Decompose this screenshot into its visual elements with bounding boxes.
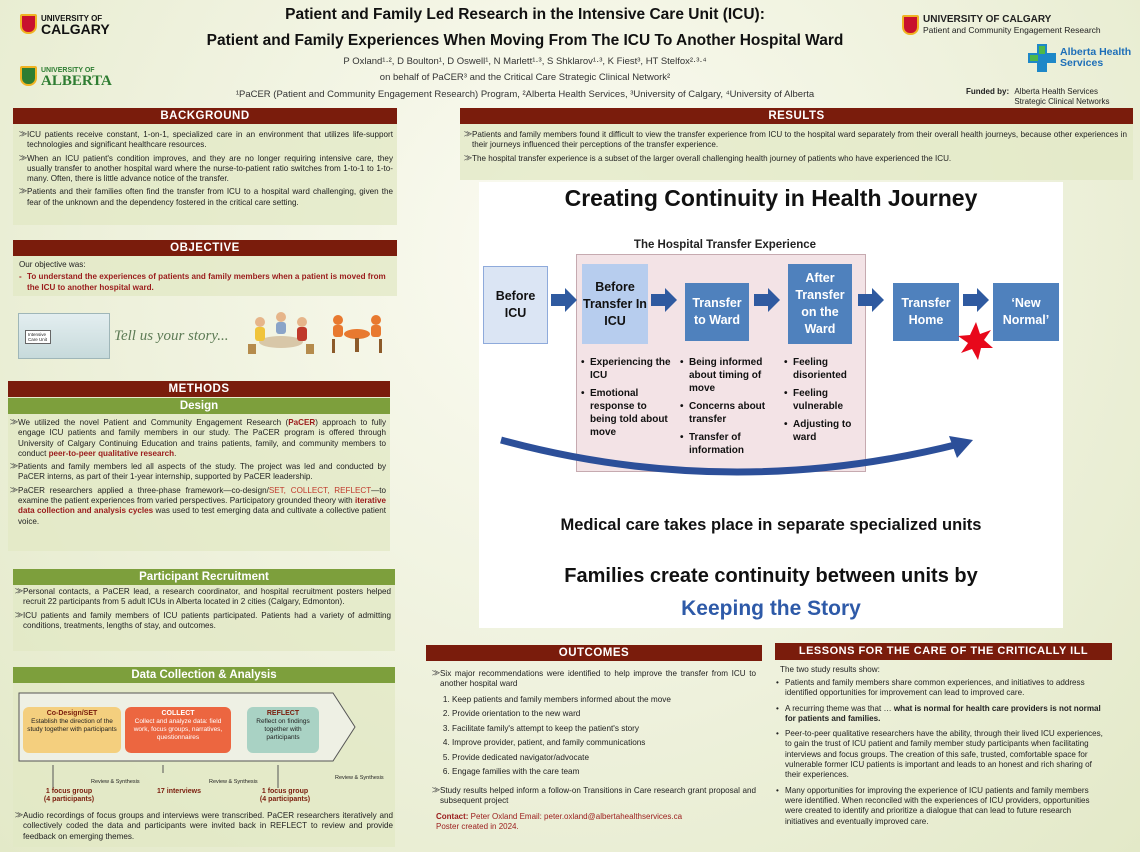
uc-pacer-line1: UNIVERSITY OF CALGARY — [923, 14, 1052, 25]
arrow-icon — [551, 288, 577, 312]
poster-created: Poster created in 2024. — [436, 822, 519, 832]
tell-us-story: Tell us your story... — [114, 328, 229, 344]
lesson-1: • Patients and family members share common experiences, and initiatives to address identified opportunities for improvement can lead to improved care. — [775, 678, 1106, 699]
results-bullet-1: ⨠ Patients and family members found it difficult to view the transfer experience from ICU to the hospital ward separately from their overall health journeys, because other experiences in their journeys influenced their perceptions of the transfer experience. — [464, 130, 1127, 151]
lesson-2: • A recurring theme was that … what is normal for health care providers is not normal for patients and families. — [775, 704, 1106, 725]
background-heading: BACKGROUND — [13, 108, 397, 124]
col2-item-3: • Transfer of information — [680, 431, 768, 457]
uc-shield-icon — [902, 15, 919, 35]
figure-title: Creating Continuity in Health Journey — [564, 185, 978, 211]
lesson-4: • Many opportunities for improving the experience of ICU patients and family members were identified. When reconciled with the experiences of ICU providers, opportunities were created to identify and prioritize a dialogue that can lead to future research initiatives and eventually improved care. — [775, 786, 1106, 827]
outcomes-section — [426, 645, 762, 849]
lessons-intro: The two study results show: — [780, 665, 880, 674]
recommendation-6: 6. Engage families with the care team — [452, 765, 762, 780]
stage-before-icu: Before ICU — [483, 266, 548, 344]
flow-arrows — [479, 182, 1063, 482]
col3-item-3: • Adjusting to ward — [784, 418, 864, 444]
arrow-icon — [963, 288, 989, 312]
recommendations-list — [426, 693, 762, 780]
background-bullet-1: ⨠ ICU patients receive constant, 1-on-1, specialized care in an environment that utilizes life-support technologies and significant healthcare resources. — [19, 130, 393, 151]
methods-bullet-2: ⨠ Patients and family members led all aspects of the study. The project was led and conducted by PaCER interns, as part of their 1-year internship, supported by PaCER leadership. — [10, 462, 386, 483]
stage-before-transfer: Before Transfer In ICU — [582, 264, 648, 344]
affiliations: ¹PaCER (Patient and Community Engagement Research) Program, ²Alberta Health Services, ³University of Calgary, ⁴University of Alberta — [235, 89, 815, 100]
uc-pacer-line2: Patient and Community Engagement Research — [923, 25, 1101, 35]
funded-by — [966, 87, 1109, 107]
title-line-1: Patient and Family Led Research in the Intensive Care Unit (ICU): — [285, 6, 765, 23]
data-collection-heading: Data Collection & Analysis — [13, 667, 395, 683]
background-bullet-3: ⨠ Patients and their families often find the transfer from ICU to a hospital ward challenging, given the fear of the unknown and the dependency fostered in the critical care setting. — [19, 187, 393, 208]
recommendation-5: 5. Provide dedicated navigator/advocate — [452, 751, 762, 766]
count-reflect: 1 focus group (4 participants) — [259, 788, 311, 803]
ahs-logo — [1028, 44, 1131, 72]
phase-collect: COLLECT Collect and analyze data: field work, focus groups, narratives, questionnaires — [125, 707, 231, 753]
lessons-heading: LESSONS FOR THE CARE OF THE CRITICALLY ILL — [775, 643, 1112, 660]
figure-subtitle: The Hospital Transfer Experience — [633, 239, 817, 251]
figure-line-3: Keeping the Story — [681, 597, 861, 620]
stage-after-transfer: After Transfer on the Ward — [788, 264, 852, 344]
outcomes-after: ⨠ Study results helped inform a follow-on Transitions in Care research grant proposal and subsequent project — [432, 786, 756, 807]
uc-logo-line1: UNIVERSITY OF — [41, 14, 103, 23]
col2-item-2: • Concerns about transfer — [680, 400, 768, 426]
funded-line1: Alberta Health Services — [1014, 87, 1098, 96]
count-set: 1 focus group (4 participants) — [43, 788, 95, 803]
uc-shield-icon — [20, 14, 37, 34]
ua-crest-icon — [20, 66, 37, 86]
icu-door-image — [18, 313, 110, 359]
recommendation-3: 3. Facilitate family's attempt to keep the patient's story — [452, 722, 762, 737]
contact-line: Contact: Peter Oxland Email: peter.oxland@albertahealthservices.ca Poster created in 2024. — [426, 812, 762, 832]
objective-section: OBJECTIVE Our objective was: - To understand the experiences of patients and family members when a patient is moved from the ICU to another hospital ward. — [13, 240, 397, 296]
ua-logo-line1: UNIVERSITY OF — [41, 67, 95, 74]
phase-reflect: REFLECT Reflect on findings together with participants — [247, 707, 319, 753]
meeting-table-icon — [328, 306, 386, 356]
col3-item-1: • Feeling disoriented — [784, 356, 864, 382]
ahs-cross-icon — [1028, 44, 1056, 72]
review-label-1: Review & Synthesis — [91, 779, 140, 785]
figure-line-1: Medical care takes place in separate specialized units — [560, 516, 982, 534]
recommendation-4: 4. Improve provider, patient, and family communications — [452, 736, 762, 751]
background-bullet-2: ⨠ When an ICU patient's condition improves, and they are no longer requiring intensive care, they usually transfer to another hospital ward where the nurse-to-patient ratio switches from 1-to-1 to 1-to-many. Often, there is little advance notice of the transfer. — [19, 154, 393, 185]
icu-sign: Intensive Care Unit — [25, 330, 51, 344]
results-figure — [479, 182, 1063, 628]
uc-logo-left — [20, 14, 110, 37]
methods-heading: METHODS — [8, 381, 390, 397]
col1-item-1: • Experiencing the ICU — [581, 356, 671, 382]
uc-pacer-logo — [902, 14, 1101, 35]
data-collection-section — [13, 667, 395, 847]
outcomes-intro: ⨠ Six major recommendations were identified to help improve the transfer from ICU to another hospital ward — [432, 669, 756, 690]
methods-bullet-3: ⨠ PaCER researchers applied a three-phase framework—co-design/SET, COLLECT, REFLECT—to examine the patient experiences from varied perspectives. Participatory grounded theory with iterative data collection and analysis cycles was used to test emerging data and cultivate a collective patient voice. — [10, 486, 386, 527]
authors: P Oxland¹·², D Boulton¹, D Oswell¹, N Marlett¹·³, S Shklarov¹·³, K Fiest³, HT Stelfox²·³·⁴ — [343, 56, 707, 67]
recruitment-bullet-2: ⨠ ICU patients and family members of ICU patients participated. Patients had a variety of admitting conditions, treatments, lengths of stay, and outcomes. — [15, 611, 391, 632]
review-label-3: Review & Synthesis — [335, 775, 384, 781]
data-collection-bullet: ⨠ Audio recordings of focus groups and interviews were transcribed. PaCER researchers iteratively and collectively coded the data and participants were invited back in REFLECT to review and provide feedback on emerging themes. — [15, 811, 393, 842]
outcomes-heading: OUTCOMES — [426, 645, 762, 661]
count-collect: 17 interviews — [157, 788, 201, 795]
uc-logo-line2: CALGARY — [41, 21, 110, 37]
stage-new-normal: ‘New Normal’ — [993, 283, 1059, 341]
arrow-icon — [858, 288, 884, 312]
objective-intro: Our objective was: — [19, 260, 86, 269]
stage-transfer-ward: Transfer to Ward — [685, 283, 749, 341]
recommendation-1: 1. Keep patients and family members informed about the move — [452, 693, 762, 708]
lessons-section — [775, 643, 1112, 849]
objective-text: To understand the experiences of patients and family members when a patient is moved from the ICU to another hospital ward. — [27, 272, 386, 292]
funded-label: Funded by: — [966, 87, 1010, 96]
results-bullet-2: ⨠ The hospital transfer experience is a subset of the larger overall challenging health journey of patients who have experienced the ICU. — [464, 154, 1127, 164]
results-heading: RESULTS — [460, 108, 1133, 124]
methods-section — [8, 381, 390, 551]
figure-line-2: Families create continuity between units by — [564, 565, 978, 587]
col3-item-2: • Feeling vulnerable — [784, 387, 864, 413]
col2-item-1: • Being informed about timing of move — [680, 356, 768, 395]
ua-logo-line2: ALBERTA — [41, 73, 112, 89]
ahs-line1: Alberta Health — [1060, 46, 1132, 58]
stage-transfer-home: Transfer Home — [893, 283, 959, 341]
background-section — [13, 108, 397, 225]
funded-line2: Strategic Clinical Networks — [1014, 97, 1110, 106]
recruitment-heading: Participant Recruitment — [13, 569, 395, 585]
ua-logo — [20, 66, 112, 89]
lesson-3: • Peer-to-peer qualitative researchers have the ability, through their lived ICU experiences, to gain the trust of ICU patient and family member study participants when facilitating interviews and focus groups. The creation of this safe, trusted, comfortable space for vulnerable former ICU patients is important and leads to an honest and rich sharing of their experiences. — [775, 729, 1106, 780]
discussion-group-icon — [246, 308, 316, 356]
recommendation-2: 2. Provide orientation to the new ward — [452, 707, 762, 722]
behalf-line: on behalf of PaCER³ and the Critical Care Strategic Clinical Network² — [379, 72, 671, 83]
arrow-icon — [754, 288, 780, 312]
design-heading: Design — [8, 398, 390, 414]
methods-bullet-1: ⨠ We utilized the novel Patient and Community Engagement Research (PaCER) approach to fully engage ICU patients and family members in our study. The PaCER program is offered through University of Calgary Continuing Education and trains patients, family, and community members to conduct peer-to-peer qualitative research. — [10, 418, 386, 459]
burst-icon — [958, 322, 993, 360]
ahs-line2: Services — [1060, 57, 1104, 69]
results-section — [460, 108, 1133, 180]
recruitment-bullet-1: ⨠ Personal contacts, a PaCER lead, a research coordinator, and hospital recruitment posters helped recruit 22 participants from 5 adult ICUs in Alberta located in 2 cities (Calgary, Edmonton). — [15, 587, 391, 608]
recruitment-section — [13, 569, 395, 651]
poster-header — [180, 6, 870, 100]
review-label-2: Review & Synthesis — [209, 779, 258, 785]
phase-set: Co-Design/SET Establish the direction of the study together with participants — [23, 707, 121, 753]
objective-heading: OBJECTIVE — [13, 240, 397, 256]
col1-item-2: • Emotional response to being told about move — [581, 387, 671, 439]
arrow-icon — [651, 288, 677, 312]
title-line-2: Patient and Family Experiences When Moving From The ICU To Another Hospital Ward — [206, 32, 844, 49]
